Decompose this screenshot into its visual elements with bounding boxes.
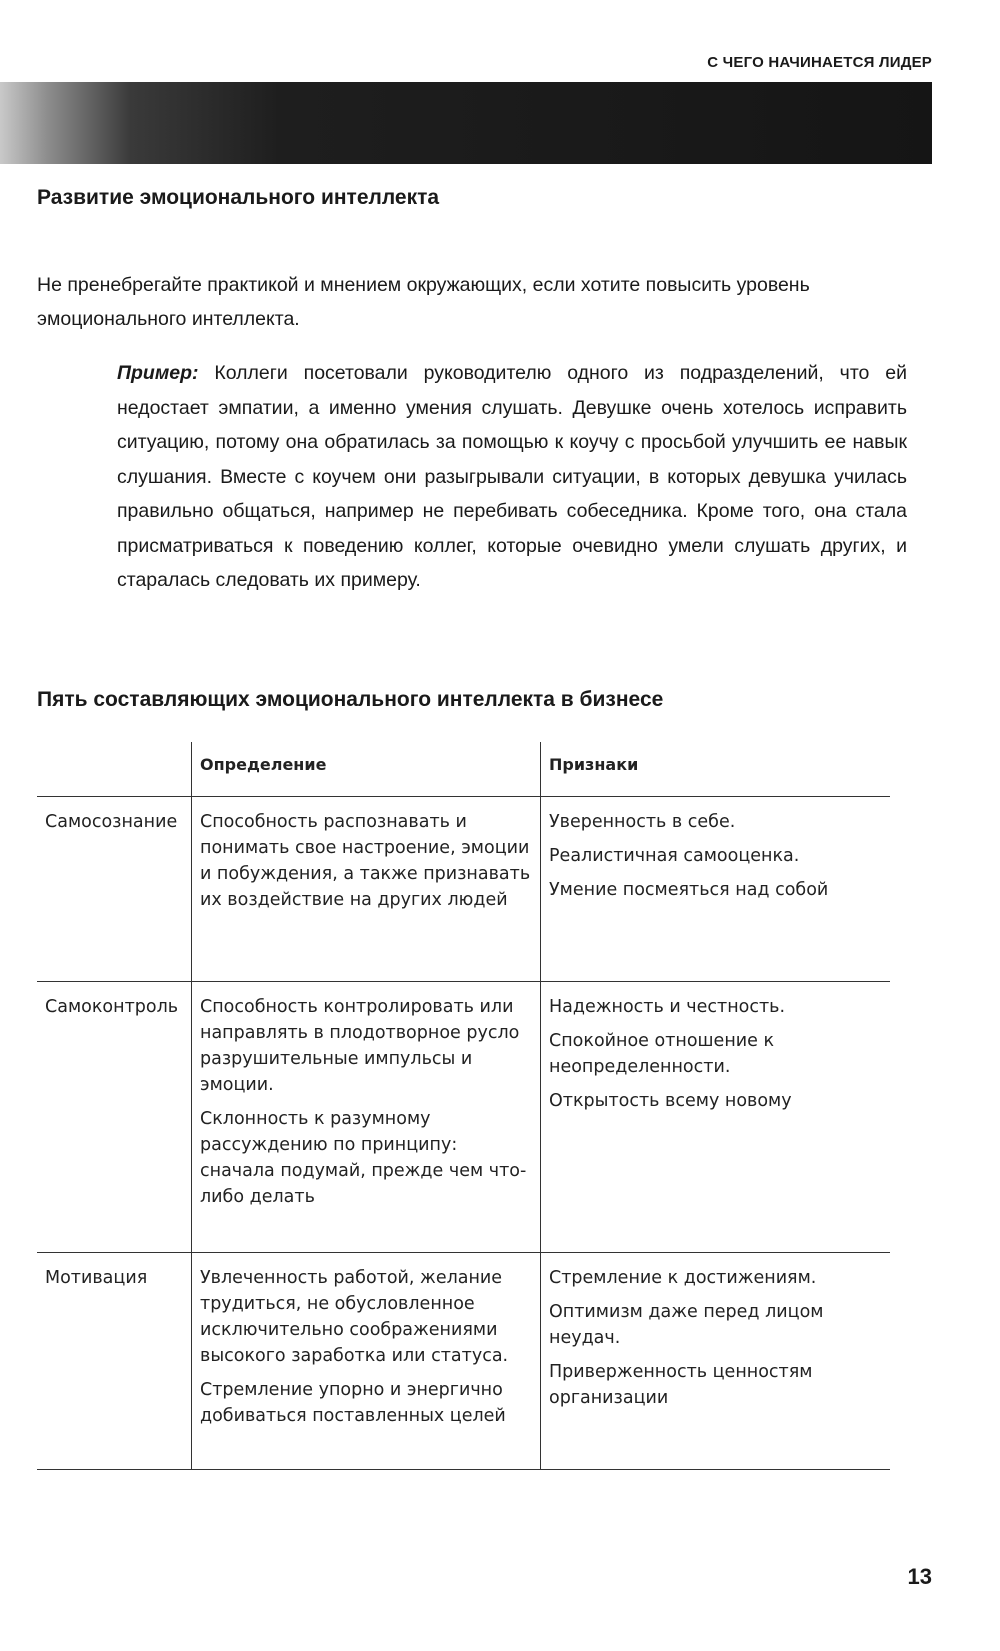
definition-text: Склонность к разумному рассуждению по принципу: сначала подумай, прежде чем что-либо делать <box>200 1109 527 1207</box>
trait-name: Самосознание <box>45 812 178 832</box>
trait-definition <box>192 1253 541 1470</box>
definition-text: Увлеченность работой, желание трудиться, не обусловленное исключительно соображениями высокого заработка или статуса. <box>200 1268 509 1366</box>
trait-name: Мотивация <box>45 1268 148 1288</box>
trait-name: Самоконтроль <box>45 997 179 1017</box>
example-paragraph <box>117 356 907 598</box>
sign-text: Стремление к достижениям. <box>549 1268 817 1288</box>
sign-text: Уверенность в себе. <box>549 812 736 832</box>
header-blank <box>37 742 192 797</box>
section-title-development: Развитие эмоционального интеллекта <box>37 186 440 209</box>
running-head: С ЧЕГО НАЧИНАЕТСЯ ЛИДЕР <box>707 54 932 71</box>
intro-paragraph: Не пренебрегайте практикой и мнением окружающих, если хотите повысить уровень эмоционального интеллекта. <box>37 274 810 330</box>
page-number: 13 <box>907 1564 932 1589</box>
definition-text: Способность контролировать или направлять в плодотворное русло разрушительные импульсы и эмоции. <box>200 997 520 1095</box>
trait-signs <box>541 797 891 982</box>
section-title-components: Пять составляющих эмоционального интеллекта в бизнесе <box>37 688 664 711</box>
example-text: Коллеги посетовали руководителю одного из подразделений, что ей недостает эмпатии, а именно умения слушать. Девушке очень хотелось исправить ситуацию, потому она обратилась за помощью к коучу с просьбой улучшить ее навык слушания. Вместе с коучем они разыгрывали ситуации, в которых девушка училась правильно общаться, например не перебивать собеседника. Кроме того, она стала присматриваться к поведению коллег, которые очевидно умели слушать других, и старалась следовать их примеру. <box>117 362 907 591</box>
sign-text: Умение посмеяться над собой <box>549 880 829 900</box>
sign-text: Надежность и честность. <box>549 997 786 1017</box>
definition-text: Способность распознавать и понимать свое настроение, эмоции и побуждения, а также признавать их воздействие на других людей <box>200 812 531 910</box>
definition-text: Стремление упорно и энергично добиваться поставленных целей <box>200 1380 506 1426</box>
trait-definition <box>192 982 541 1253</box>
table-row <box>37 982 890 1253</box>
table-row <box>37 1253 890 1470</box>
header-signs: Признаки <box>541 742 891 797</box>
sign-text: Открытость всему новому <box>549 1091 792 1111</box>
sign-text: Оптимизм даже перед лицом неудач. <box>549 1302 824 1348</box>
sign-text: Реалистичная самооценка. <box>549 846 800 866</box>
trait-definition <box>192 797 541 982</box>
header-definition: Определение <box>192 742 541 797</box>
table-header-row <box>37 742 890 797</box>
trait-signs <box>541 982 891 1253</box>
example-label: Пример: <box>117 362 199 384</box>
table-row <box>37 797 890 982</box>
header-banner <box>0 82 932 164</box>
trait-signs <box>541 1253 891 1470</box>
sign-text: Приверженность ценностям организации <box>549 1362 813 1408</box>
sign-text: Спокойное отношение к неопределенности. <box>549 1031 775 1077</box>
components-table <box>37 742 890 1470</box>
